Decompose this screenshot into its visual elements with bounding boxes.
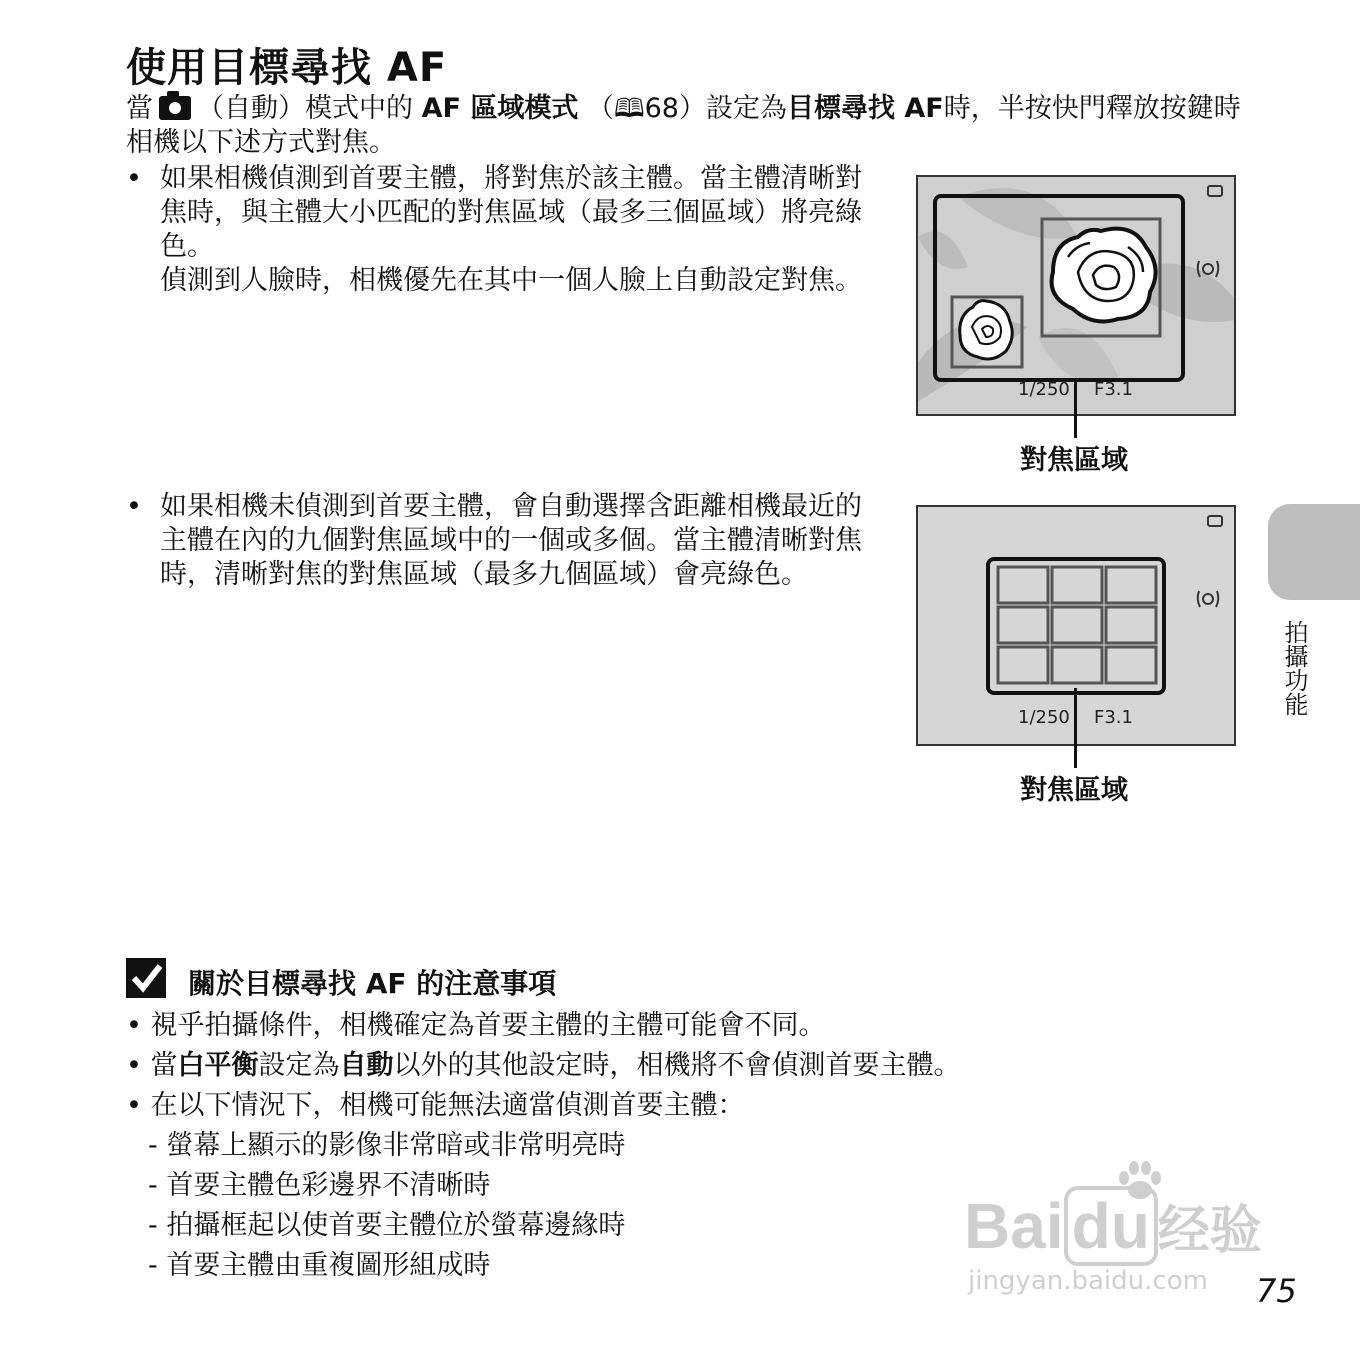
auto-label: 自動: [339, 1050, 394, 1081]
note-sub-item: - 首要主體由重複圖形組成時: [148, 1250, 491, 1281]
note-item: • 在以下情況下，相機可能無法適當偵測首要主體：: [126, 1090, 745, 1121]
aperture-readout: F3.1: [1094, 379, 1133, 400]
focus-area-callout: 對焦區域: [1020, 445, 1128, 476]
aperture-readout: F3.1: [1094, 707, 1133, 728]
note-item-white-balance: [126, 1046, 1126, 1086]
bullet-marker: •: [126, 491, 142, 522]
bullet-paragraph-face: 偵測到人臉時，相機優先在其中一個人臉上自動設定對焦。: [160, 265, 862, 296]
note-text: • 當: [126, 1050, 178, 1081]
intro-prefix: 當: [126, 93, 153, 124]
bullet-marker: •: [126, 163, 142, 194]
focus-area-callout: 對焦區域: [1020, 775, 1128, 806]
bullet-subject-not-detected: [126, 490, 876, 592]
target-af-label: 目標尋找 AF: [786, 93, 944, 124]
callout-line: [1074, 688, 1077, 768]
shutter-speed-readout: 1/250: [1018, 379, 1070, 400]
watermark-url: jingyan.baidu.com: [968, 1266, 1208, 1296]
intro-mode-text: （自動）模式中的: [197, 93, 413, 124]
note-sub-item: - 拍攝框起以使首要主體位於螢幕邊緣時: [148, 1210, 626, 1241]
note-text: 設定為: [258, 1050, 340, 1081]
reference-book-icon: 🕮: [613, 94, 645, 124]
bullet-paragraph: 如果相機未偵測到首要主體，會自動選擇含距離相機最近的主體在內的九個對焦區域中的一個或多個。當主體清晰對焦時，清晰對焦的對焦區域（最多九個區域）會亮綠色。: [160, 491, 862, 590]
chapter-side-tab: [1268, 504, 1360, 600]
page-number: 75: [1256, 1272, 1297, 1310]
note-title: 關於目標尋找 AF 的注意事項: [188, 967, 557, 1000]
af-area-mode-label: AF 區域模式: [421, 93, 579, 124]
page-title: 使用目標尋找 AF: [126, 45, 448, 91]
note-sub-item: - 螢幕上顯示的影像非常暗或非常明亮時: [148, 1130, 626, 1161]
note-item: • 視乎拍攝條件，相機確定為首要主體的主體可能會不同。: [126, 1010, 826, 1041]
intro-paragraph: [126, 92, 1246, 159]
shutter-speed-readout: 1/250: [1018, 707, 1070, 728]
bullet-paragraph: 如果相機偵測到首要主體，將對焦於該主體。當主體清晰對焦時，與主體大小匹配的對焦區域（最多三個區域）將亮綠色。: [160, 163, 862, 262]
bullet-subject-detected: [126, 162, 876, 298]
baidu-watermark: [964, 1160, 1284, 1300]
intro-ref-open: （: [586, 93, 614, 124]
checkmark-icon: [126, 958, 166, 998]
intro-ref-page: 68）設定為: [644, 93, 787, 124]
white-balance-label: 白平衡: [177, 1050, 259, 1081]
callout-line: [1074, 378, 1077, 438]
note-text: 以外的其他設定時，相機將不會偵測首要主體。: [393, 1050, 961, 1081]
intro-suffix: 時，半按快門釋放按鍵時相機以下述方式對焦。: [126, 93, 1241, 158]
watermark-brand: Bai du 经验: [964, 1188, 1262, 1263]
paw-icon: [1114, 1160, 1164, 1200]
note-sub-item: - 首要主體色彩邊界不清晰時: [148, 1170, 491, 1201]
chapter-side-label: 拍攝功能: [1280, 620, 1308, 716]
camera-auto-icon: [159, 96, 191, 120]
